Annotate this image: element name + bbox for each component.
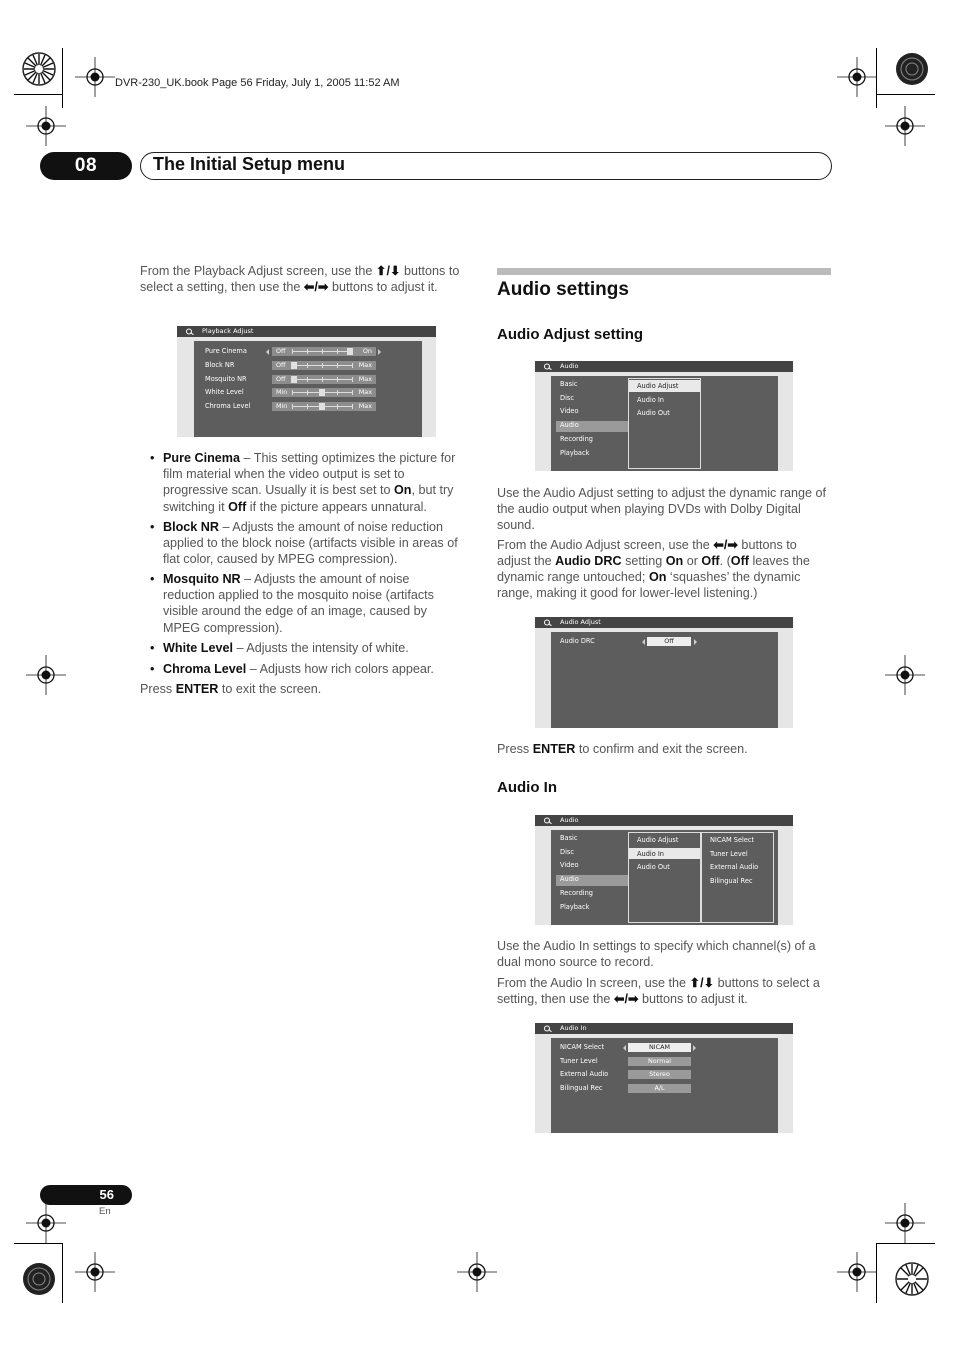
slider-tick [322, 377, 323, 382]
left-right-arrow-icon: ⬅/➡ [713, 538, 738, 552]
bullet-chroma-level: • Chroma Level – Adjusts how rich colors appear. [150, 662, 434, 676]
menu-item[interactable]: Disc [560, 393, 574, 402]
menu-panel [551, 376, 778, 471]
slider-min-label: Off [276, 347, 286, 355]
slider-tick [307, 349, 308, 354]
setting-label: Tuner Level [560, 1056, 598, 1065]
crosshair-registration-icon [26, 106, 66, 146]
chapter-number: 08 [40, 152, 132, 180]
crop-mark [877, 94, 935, 95]
slider-min-label: Off [276, 360, 286, 369]
setting-label: Bilingual Rec [560, 1084, 603, 1093]
menu-item[interactable]: Recording [560, 434, 593, 443]
menu-item[interactable]: Audio Adjust [637, 382, 679, 390]
screen-titlebar [535, 617, 793, 628]
bullet-pure-cinema: • Pure Cinema – This setting optimizes the picture for film material when the video output is set to progressive scan. Usually it is best set to On, but try switching it Off if the picture appears unnatural. [150, 451, 456, 514]
screen-title: Audio Adjust [560, 618, 601, 626]
setting-label: External Audio [560, 1070, 609, 1079]
audio-in-screen [535, 1023, 793, 1133]
playback-adjust-intro: From the Playback Adjust screen, use the ⬆/⬇ buttons to select a setting, then use the ⬅/➡ buttons to adjust it. [140, 264, 460, 294]
slider-tick [322, 349, 323, 354]
audio-in-description: Use the Audio In settings to specify which channel(s) of a dual mono source to record. [497, 939, 816, 969]
slider-tick [352, 377, 353, 382]
menu-item[interactable]: Bilingual Rec [710, 876, 753, 885]
sunburst-registration-icon [22, 52, 56, 86]
settings-panel [194, 341, 422, 437]
section-rule [497, 268, 831, 275]
setting-value[interactable]: Normal [628, 1057, 691, 1066]
menu-item[interactable]: External Audio [710, 863, 759, 872]
subsection-title-audio-in: Audio In [497, 779, 557, 796]
up-down-arrow-icon: ⬆/⬇ [375, 264, 401, 278]
slider-tick [292, 404, 293, 409]
subsubmenu-panel [701, 832, 774, 923]
menu-item[interactable]: Audio [560, 421, 579, 430]
slider-tick [337, 390, 338, 395]
menu-item[interactable]: Audio In [637, 395, 664, 404]
menu-item[interactable]: Audio Out [637, 863, 670, 872]
bullet-block-nr: • Block NR – Adjusts the amount of noise reduction applied to the block noise (artifacts visible in areas of flat color, caused by MPEG compression). [150, 520, 458, 567]
slider-tick [352, 363, 353, 368]
setting-slider[interactable] [272, 388, 376, 397]
setup-icon [544, 817, 552, 824]
slider-knob[interactable] [319, 389, 325, 396]
setting-slider[interactable] [272, 347, 376, 356]
crosshair-registration-icon [457, 1252, 497, 1292]
screen-title: Audio In [560, 1024, 587, 1032]
audio-adjust-screen [535, 617, 793, 728]
audio-drc-label: Audio DRC [560, 637, 595, 645]
playback-adjust-screen [177, 326, 436, 437]
left-right-arrow-icon: ⬅/➡ [613, 992, 639, 1006]
crosshair-registration-icon [885, 106, 925, 146]
chapter-title-bar [140, 152, 832, 180]
left-arrow-icon[interactable] [266, 349, 269, 355]
menu-item[interactable]: Playback [560, 902, 590, 911]
setting-label: Pure Cinema [205, 347, 247, 355]
menu-item[interactable]: Playback [560, 448, 590, 457]
setting-label: NICAM Select [560, 1043, 605, 1051]
slider-tick [307, 404, 308, 409]
slider-tick [352, 390, 353, 395]
crop-mark [14, 94, 62, 95]
slider-tick [307, 390, 308, 395]
slider-max-label: Max [358, 388, 372, 397]
menu-item[interactable]: Audio Out [637, 409, 670, 418]
crosshair-registration-icon [75, 1252, 115, 1292]
crop-mark [62, 1243, 63, 1303]
slider-tick [292, 390, 293, 395]
audio-menu-screen [535, 361, 793, 471]
setup-icon [186, 328, 194, 335]
chapter-title: The Initial Setup menu [153, 154, 346, 174]
submenu-panel [628, 378, 701, 469]
setup-icon [544, 363, 552, 370]
slider-tick [307, 363, 308, 368]
slider-min-label: Min [276, 402, 288, 411]
slider-tick [337, 404, 338, 409]
crosshair-registration-icon [837, 57, 877, 97]
slider-tick [337, 363, 338, 368]
menu-item[interactable]: Audio Adjust [637, 836, 679, 844]
slider-tick [337, 377, 338, 382]
audio-drc-instructions: From the Audio Adjust screen, use the ⬅/➡ buttons to adjust the Audio DRC setting On or Off. (Off leaves the dynamic range untouched; On ‘squashes’ the dynamic range, making it good for lower-level listening.) [497, 538, 810, 600]
slider-knob[interactable] [291, 362, 297, 369]
slider-knob[interactable] [347, 348, 353, 355]
sunburst-registration-icon [22, 1262, 56, 1296]
setup-icon [544, 1025, 552, 1032]
screen-title: Playback Adjust [202, 327, 254, 335]
menu-item[interactable]: Video [560, 407, 579, 416]
slider-tick [352, 404, 353, 409]
setting-slider[interactable] [272, 375, 376, 384]
up-down-arrow-icon: ⬆/⬇ [689, 976, 715, 990]
crop-mark [62, 48, 63, 108]
crosshair-registration-icon [885, 655, 925, 695]
setting-label: Mosquito NR [205, 374, 247, 383]
audio-drc-value[interactable]: Off [647, 637, 691, 646]
setting-label: Chroma Level [205, 402, 251, 411]
slider-max-label: Max [358, 402, 372, 411]
left-right-arrow-icon: ⬅/➡ [303, 280, 329, 294]
language-code: En [99, 1206, 111, 1217]
audio-in-instructions: From the Audio In screen, use the ⬆/⬇ buttons to select a setting, then use the ⬅/➡ buttons to adjust it. [497, 976, 820, 1006]
menu-item[interactable]: Video [560, 861, 579, 870]
screen-title: Audio [560, 362, 579, 370]
setting-label: White Level [205, 388, 244, 397]
bullet-white-level: • White Level – Adjusts the intensity of white. [150, 641, 409, 655]
menu-item[interactable]: Basic [560, 834, 578, 842]
menu-item[interactable]: Audio In [637, 849, 664, 858]
slider-max-label: Max [358, 374, 372, 383]
section-title: Audio settings [497, 279, 629, 300]
crop-mark [877, 1243, 935, 1244]
audio-in-menu-screen [535, 815, 793, 925]
menu-item[interactable]: NICAM Select [710, 836, 755, 844]
print-file-info: DVR-230_UK.book Page 56 Friday, July 1, 2005 11:52 AM [115, 77, 400, 89]
press-enter-confirm: Press ENTER to confirm and exit the screen. [497, 742, 748, 756]
setting-value[interactable]: Stereo [628, 1070, 691, 1079]
menu-item[interactable]: Tuner Level [710, 849, 748, 858]
crosshair-registration-icon [837, 1252, 877, 1292]
audio-adjust-description: Use the Audio Adjust setting to adjust the dynamic range of the audio output when playing DVDs with Dolby Digital sound. [497, 486, 827, 532]
press-enter-exit: Press ENTER to exit the screen. [140, 682, 322, 696]
page-number: 56 [40, 1185, 132, 1205]
crosshair-registration-icon [26, 1203, 66, 1243]
crosshair-registration-icon [75, 57, 115, 97]
settings-panel [551, 632, 778, 728]
bullet-mosquito-nr: • Mosquito NR – Adjusts the amount of noise reduction applied to the mosquito noise (artifacts visible around the edge of an image, caused by MPEG compression). [150, 572, 434, 635]
setting-value[interactable]: NICAM [628, 1043, 691, 1052]
right-arrow-icon[interactable] [694, 639, 697, 645]
slider-max-label: Max [358, 360, 372, 369]
setting-label: Block NR [205, 360, 235, 369]
screen-titlebar [535, 1023, 793, 1034]
screen-title: Audio [560, 816, 579, 824]
setting-slider[interactable] [272, 361, 376, 370]
setup-icon [544, 619, 552, 626]
setting-value[interactable]: A/L [628, 1084, 691, 1093]
slider-tick [292, 349, 293, 354]
crosshair-registration-icon [885, 1203, 925, 1243]
slider-knob[interactable] [291, 376, 297, 383]
submenu-panel [628, 832, 701, 923]
crop-mark [14, 1243, 62, 1244]
right-arrow-icon[interactable] [693, 1045, 696, 1051]
menu-item[interactable]: Recording [560, 888, 593, 897]
screen-titlebar [177, 326, 436, 337]
setting-slider[interactable] [272, 402, 376, 411]
slider-tick [322, 363, 323, 368]
slider-tick [307, 377, 308, 382]
menu-item[interactable]: Basic [560, 380, 578, 388]
sunburst-registration-icon [895, 1262, 929, 1296]
slider-min-label: Off [276, 374, 286, 383]
menu-item[interactable]: Disc [560, 847, 574, 856]
crosshair-registration-icon [26, 655, 66, 695]
left-arrow-icon[interactable] [642, 639, 645, 645]
screen-titlebar [535, 815, 793, 826]
settings-panel [551, 1038, 778, 1133]
slider-max-label: On [362, 347, 372, 355]
left-arrow-icon[interactable] [623, 1045, 626, 1051]
slider-min-label: Min [276, 388, 288, 397]
right-arrow-icon[interactable] [378, 349, 381, 355]
slider-tick [337, 349, 338, 354]
menu-panel [551, 830, 778, 925]
subsection-title-audio-adjust: Audio Adjust setting [497, 326, 644, 343]
slider-knob[interactable] [319, 403, 325, 410]
sunburst-registration-icon [895, 52, 929, 86]
screen-titlebar [535, 361, 793, 372]
menu-item[interactable]: Audio [560, 875, 579, 884]
